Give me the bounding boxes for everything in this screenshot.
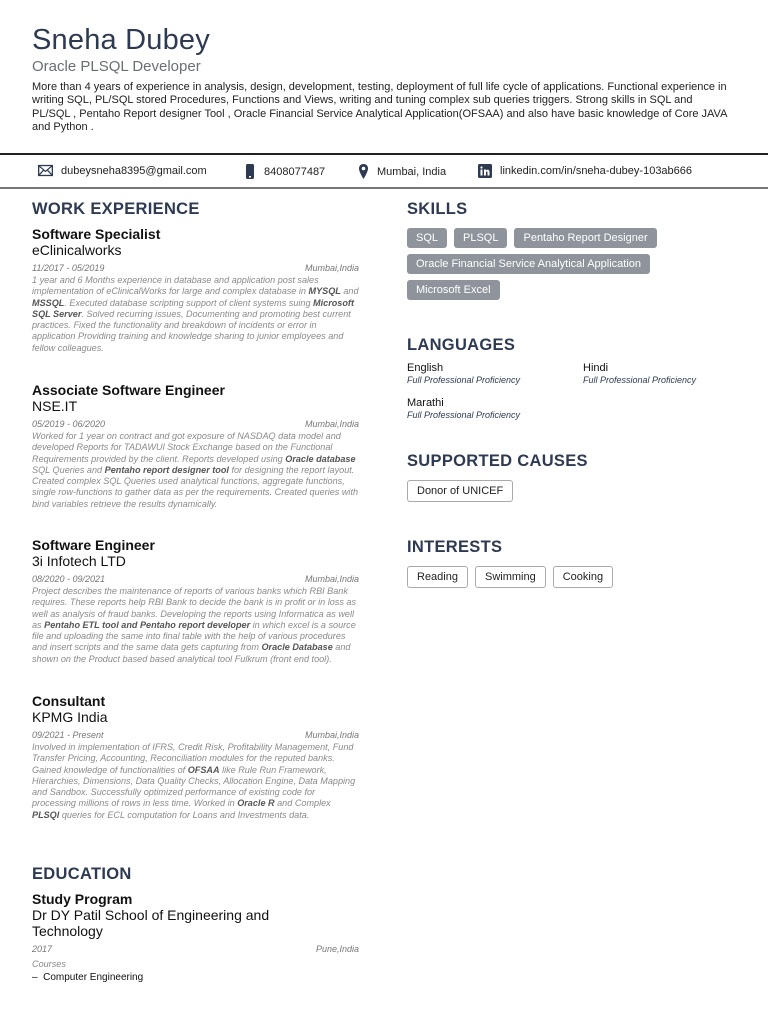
linkedin-text: linkedin.com/in/sneha-dubey-103ab666 (500, 165, 693, 177)
description-text: . Solved recurring issues, Documenting and promoting best current practices. Fixed the functionality and breakdown of incidents or error in application Providing training and knowledge sharing to junior employees and fellow colleagues. (32, 308, 351, 353)
languages-heading: LANGUAGES (407, 336, 516, 354)
description-text: in which excel is a source file and uploading the same into final table with the help of various procedures and insert scripts and the same data gets capturing from (32, 619, 356, 653)
job-description (32, 586, 359, 665)
description-text: Worked for 1 year on contract and got exposure of NASDAQ data model and developed Reports for TADAWUl Stock Exchange based on the Functional Requirements provided by the client. Reports developed using (32, 431, 341, 464)
job-company: NSE.IT (32, 398, 78, 414)
description-text: SQL Queries and (32, 464, 105, 475)
skills-list (407, 228, 737, 300)
skill-tag: Microsoft Excel (407, 280, 500, 300)
description-highlight: Pentaho report designer tool (104, 464, 229, 475)
language-name: Hindi (583, 362, 609, 374)
job-description (32, 431, 359, 510)
contact-location (358, 164, 446, 179)
job-company: KPMG India (32, 709, 108, 725)
description-highlight: MSSQL (32, 297, 65, 308)
job-description (32, 275, 359, 354)
job-company: 3i Infotech LTD (32, 553, 126, 569)
job-location: Mumbai,India (304, 574, 359, 584)
language-item (583, 362, 696, 385)
job-position: Software Specialist (32, 226, 161, 242)
summary: More than 4 years of experience in analysis, design, development, testing, deployment of full life cycle of applications. Functional experience in writing SQL, PL/SQL stored Procedures, Functions and Views, writing and tuning complex sub queries triggers. Strong skills in SQL and PL/SQL , Pentaho Report designer Tool , Oracle Financial Service Analytical Application(OFSAA) and also have basic knowledge of Core JAVA and Python . (32, 81, 727, 133)
candidate-name: Sneha Dubey (32, 24, 210, 56)
description-text: for designing the report layout. Created complex SQL Queries used analytical functions, aggregate functions, single row-functions to gather data as per the requirements. Created queries with bind variables retrieve the results dynamically. (32, 464, 359, 509)
description-text: 1 year and 6 Months experience in database and application post sales implementation of eClinicalWorks for large and complex database in (32, 275, 319, 297)
skill-tag: Oracle Financial Service Analytical Application (407, 254, 650, 274)
description-text: and (340, 286, 359, 297)
job-position: Consultant (32, 693, 106, 709)
job-location: Mumbai,India (304, 263, 359, 273)
language-level: Full Professional Proficiency (407, 375, 521, 385)
language-name: Marathi (407, 397, 444, 409)
edu-year: 2017 (32, 944, 53, 954)
work-experience-heading: WORK EXPERIENCE (32, 200, 200, 218)
description-text: Project describes the maintenance of reports of various banks which RBI Bank requires. These reports help RBI Bank to decide the bank is in profit or in loss as well as analysis of fraud banks. Developing the reports using Informatica as well as (32, 586, 357, 630)
education-entry (32, 891, 359, 983)
language-level: Full Professional Proficiency (583, 375, 697, 385)
description-text: . Executed database scripting support of client systems suing (64, 297, 314, 308)
language-item (407, 397, 520, 420)
interests-heading: INTERESTS (407, 538, 503, 556)
description-text: and shown on the Product based based analytical tool Fulkrum (front end tool). (32, 642, 351, 664)
phone-icon (244, 164, 256, 179)
description-highlight: PLSQl (32, 809, 60, 820)
job-entry (32, 226, 359, 354)
job-dates: 09/2021 - Present (32, 730, 104, 740)
job-dates: 08/2020 - 09/2021 (32, 574, 106, 584)
description-highlight: Oracle R (237, 798, 275, 809)
school: Dr DY Patil School of Engineering and Technology (32, 907, 270, 939)
job-position: Software Engineer (32, 537, 155, 553)
description-text: Involved in implementation of IFRS, Credit Risk, Profitability Management, Fund Transfer Pricing, Accounting, Reconciliation modules for the reputed banks. Gained knowledge of functionalities of (32, 742, 354, 775)
job-location: Mumbai,India (304, 730, 359, 740)
course-item: – Computer Engineering (32, 972, 144, 984)
location-pin-icon (358, 164, 369, 179)
interest-tag: Cooking (553, 566, 613, 588)
description-highlight: Oracle database (285, 453, 356, 464)
contact-bar (0, 153, 768, 189)
description-text: queries for ECL computation for Loans and Investments data. (59, 809, 310, 820)
interests-list (407, 566, 737, 588)
courses-label: Courses (32, 959, 66, 969)
skills-heading: SKILLS (407, 200, 468, 218)
description-highlight: MYSQL (308, 286, 341, 297)
job-title: Oracle PLSQL Developer (32, 58, 201, 75)
interest-tag: Reading (407, 566, 468, 588)
job-position: Associate Software Engineer (32, 382, 225, 398)
contact-email[interactable] (38, 164, 207, 177)
email-text: dubeysneha8395@gmail.com (61, 164, 207, 177)
location-text: Mumbai, India (377, 165, 447, 178)
job-entry (32, 382, 359, 510)
degree: Study Program (32, 891, 133, 907)
description-highlight: OFSAA (187, 764, 220, 775)
job-location: Mumbai,India (304, 419, 359, 429)
causes-list (407, 480, 737, 502)
interest-tag: Swimming (475, 566, 546, 588)
description-highlight: Microsoft SQL Server (32, 297, 354, 319)
edu-location: Pune,India (315, 944, 359, 954)
language-name: English (407, 362, 444, 374)
job-entry (32, 537, 359, 665)
skill-tag: Pentaho Report Designer (514, 228, 656, 248)
language-level: Full Professional Proficiency (407, 410, 521, 420)
course-name: Computer Engineering (43, 972, 144, 984)
description-highlight: Oracle Database (261, 642, 333, 653)
contact-linkedin[interactable] (478, 164, 692, 178)
job-description (32, 742, 359, 821)
skill-tag: PLSQL (454, 228, 507, 248)
education-heading: EDUCATION (32, 865, 132, 883)
phone-text: 8408077487 (264, 165, 326, 178)
linkedin-icon (478, 164, 492, 178)
envelope-icon (38, 164, 53, 177)
job-dates: 05/2019 - 06/2020 (32, 419, 106, 429)
job-company: eClinicalworks (32, 242, 122, 258)
language-item (407, 362, 520, 385)
job-entry (32, 693, 359, 821)
job-dates: 11/2017 - 05/2019 (32, 263, 105, 273)
cause-tag: Donor of UNICEF (407, 480, 513, 502)
description-text: and Complex (274, 798, 331, 809)
skill-tag: SQL (407, 228, 447, 248)
causes-heading: SUPPORTED CAUSES (407, 452, 588, 470)
description-text: like Rule Run Framework, Hierarchies, Dimensions, Data Quality Checks, Allocation Engine, Data Mapping and Sandbox. Successfully optimized performance of existing code for processing millions of rows in less time. Worked in (32, 764, 356, 809)
contact-phone[interactable] (244, 164, 325, 179)
description-highlight: Pentaho ETL tool and Pentaho report developer (44, 619, 251, 630)
